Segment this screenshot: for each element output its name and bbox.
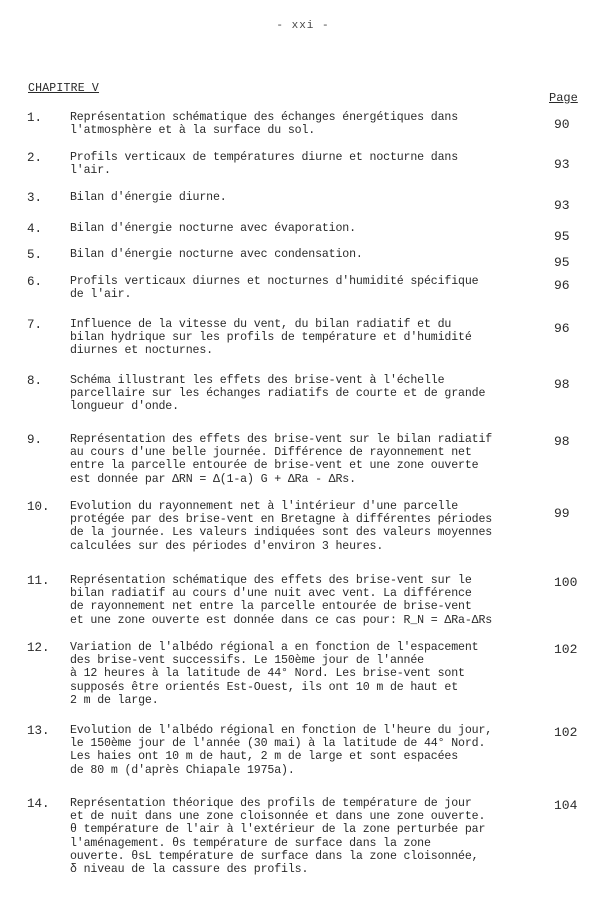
entry-title: Variation de l'albédo régional a en fonction de l'espacement des brise-vent successifs. Le 150ème jour de l'année à 12 heures à la latitude de 44° Nord. Les brise-vent sont supposés être orientés Est-Ouest, ils ont 10 m de haut et 2 m de large. (70, 641, 479, 707)
entry-title: Influence de la vitesse du vent, du bilan radiatif et du bilan hydrique sur les profils de température et d'humidité diurnes et nocturnes. (70, 318, 472, 358)
entry-page: 98 (554, 434, 570, 449)
entry-title: Représentation des effets des brise-vent sur le bilan radiatif au cours d'une belle journée. Différence de rayonnement net entre la parcelle entourée de brise-vent et une zone ouverte est donnée par ΔRN = Δ(1-a) G + ΔRa - ΔRs. (70, 433, 493, 486)
entry-title: Bilan d'énergie nocturne avec condensation. (70, 248, 363, 261)
entry-number: 3. (27, 191, 43, 205)
entry-number: 8. (27, 374, 43, 388)
entry-title: Profils verticaux de températures diurne et nocturne dans l'air. (70, 151, 459, 178)
entry-number: 14. (27, 797, 50, 811)
entry-page: 93 (554, 198, 570, 213)
entry-title: Bilan d'énergie diurne. (70, 191, 227, 204)
entry-page: 95 (554, 255, 570, 270)
entry-title: Evolution du rayonnement net à l'intérieur d'une parcelle protégée par des brise-vent en Bretagne à différentes périodes de la journée. Les valeurs indiquées sont des valeurs moyennes calculées sur des périodes d'environ 3 heures. (70, 500, 493, 553)
entry-page: 93 (554, 157, 570, 172)
entry-page: 96 (554, 321, 570, 336)
entry-title: Schéma illustrant les effets des brise-vent à l'échelle parcellaire sur les échanges radiatifs de courte et de grande longueur d'onde. (70, 374, 486, 414)
entry-page: 98 (554, 377, 570, 392)
page-number: - xxi - (276, 20, 330, 32)
entry-number: 12. (27, 641, 50, 655)
entry-number: 1. (27, 111, 43, 125)
entry-page: 95 (554, 229, 570, 244)
entry-page: 90 (554, 117, 570, 132)
entry-title: Profils verticaux diurnes et nocturnes d'humidité spécifique de l'air. (70, 275, 479, 302)
entry-number: 7. (27, 318, 43, 332)
entry-number: 9. (27, 433, 43, 447)
entry-title: Représentation schématique des échanges énergétiques dans l'atmosphère et à la surface du sol. (70, 111, 459, 138)
entry-page: 100 (554, 575, 578, 590)
entry-number: 5. (27, 248, 43, 262)
entry-number: 10. (27, 500, 50, 514)
chapter-heading: CHAPITRE V (28, 82, 100, 95)
entry-number: 13. (27, 724, 50, 738)
entry-page: 99 (554, 506, 570, 521)
entry-page: 104 (554, 798, 578, 813)
entry-title: Bilan d'énergie nocturne avec évaporation. (70, 222, 356, 235)
page-column-header: Page (549, 91, 578, 105)
entry-title: Représentation théorique des profils de température de jour et de nuit dans une zone cloisonnée et dans une zone ouverte. θ température de l'air à l'extérieur de la zone perturbée par l'aménagement. θs température de surface dans la zone ouverte. θsL température de surface dans la zone cloisonnée, δ niveau de la cassure des profils. (70, 797, 486, 877)
entry-number: 2. (27, 151, 43, 165)
entry-number: 11. (27, 574, 50, 588)
entry-page: 102 (554, 725, 578, 740)
entry-title: Représentation schématique des effets des brise-vent sur le bilan radiatif au cours d'une nuit avec vent. La différence de rayonnement net entre la parcelle entourée de brise-vent et une zone ouverte est donnée dans ce cas pour: R_N = ΔRa-ΔRs (70, 574, 493, 627)
entry-number: 6. (27, 275, 43, 289)
entry-page: 96 (554, 278, 570, 293)
entry-page: 102 (554, 642, 578, 657)
entry-number: 4. (27, 222, 43, 236)
entry-title: Evolution de l'albédo régional en fonction de l'heure du jour, le 150ème jour de l'année (30 mai) à la latitude de 44° Nord. Les haies ont 10 m de haut, 2 m de large et sont espacées de 80 m (d'après Chiapale 1975a). (70, 724, 493, 777)
